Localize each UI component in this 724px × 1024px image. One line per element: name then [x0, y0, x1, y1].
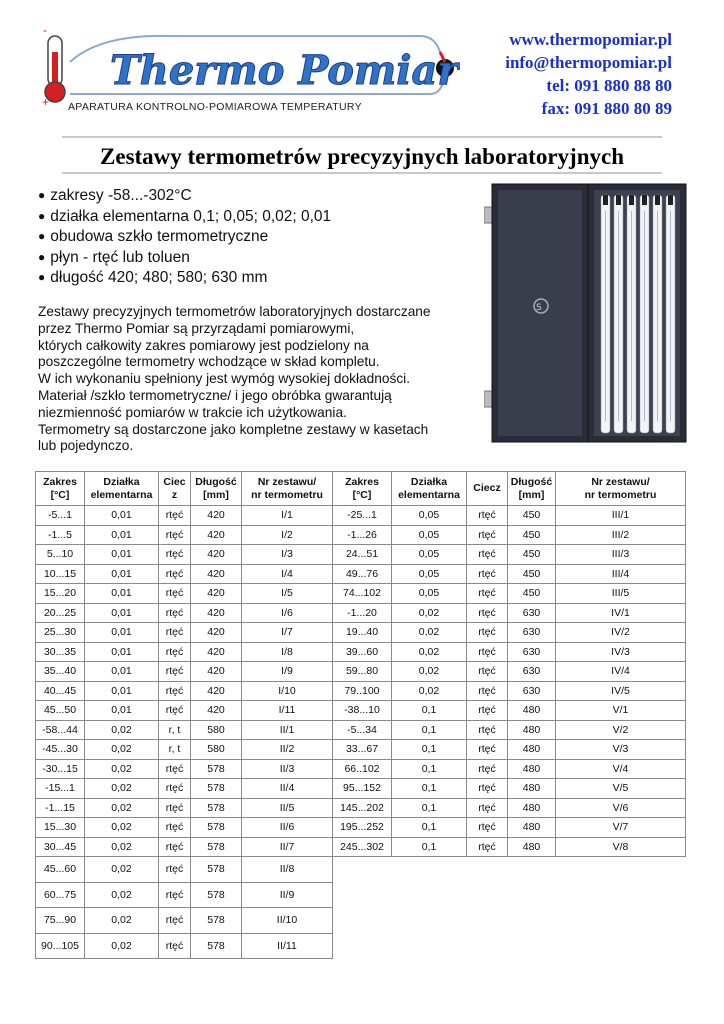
cell-range: 66..102 — [333, 759, 392, 779]
cell-set-number: II/9 — [242, 882, 333, 908]
svg-text:+: + — [42, 95, 50, 109]
cell-set-number: V/1 — [556, 701, 686, 721]
cell-length: 630 — [508, 662, 556, 682]
cell-set-number: I/10 — [242, 681, 333, 701]
cell-liquid: rtęć — [159, 506, 191, 526]
cell-length: 578 — [191, 798, 242, 818]
cell-set-number: IV/4 — [556, 662, 686, 682]
table-row — [36, 740, 686, 760]
cell-set-number: II/8 — [242, 857, 333, 883]
cell-length: 578 — [191, 857, 242, 883]
cell-liquid: rtęć — [467, 525, 508, 545]
header-liquid: Ciec z — [159, 472, 191, 506]
cell-division: 0,02 — [85, 720, 159, 740]
cell-set-number: I/4 — [242, 564, 333, 584]
cell-set-number: V/8 — [556, 837, 686, 857]
website-link[interactable]: www.thermopomiar.pl — [509, 30, 672, 49]
cell-liquid: rtęć — [467, 564, 508, 584]
cell-length: 578 — [191, 779, 242, 799]
cell-set-number: V/5 — [556, 779, 686, 799]
cell-liquid: rtęć — [467, 798, 508, 818]
header-division: Działka elementarna — [392, 472, 467, 506]
cell-range: 49...76 — [333, 564, 392, 584]
cell-set-number: I/11 — [242, 701, 333, 721]
header-set-number: Nr zestawu/ nr termometru — [242, 472, 333, 506]
cell-liquid: rtęć — [159, 882, 191, 908]
cell-length: 450 — [508, 506, 556, 526]
cell-liquid: rtęć — [467, 740, 508, 760]
cell-length: 420 — [191, 525, 242, 545]
cell-range: -15...1 — [36, 779, 85, 799]
cell-range: 25...30 — [36, 623, 85, 643]
cell-liquid: rtęć — [467, 506, 508, 526]
table-row — [36, 779, 686, 799]
cell-set-number: II/6 — [242, 818, 333, 838]
cell-set-number: III/2 — [556, 525, 686, 545]
cell-liquid: r, t — [159, 740, 191, 760]
description-line: W ich wykonaniu spełniony jest wymóg wysokiej dokładności. — [38, 371, 411, 387]
cell-liquid: rtęć — [159, 908, 191, 934]
description-line: Zestawy precyzyjnych termometrów laboratoryjnych dostarczane — [38, 304, 431, 319]
cell-set-number: III/5 — [556, 584, 686, 604]
cell-range: -58...44 — [36, 720, 85, 740]
empty-cell — [333, 882, 686, 908]
table-row — [36, 701, 686, 721]
cell-set-number: I/5 — [242, 584, 333, 604]
cell-division: 0,01 — [85, 545, 159, 565]
cell-range: 145...202 — [333, 798, 392, 818]
cell-set-number: III/3 — [556, 545, 686, 565]
description-line: których całkowity zakres pomiarowy jest podzielony na — [38, 337, 369, 353]
thermometer-sets-table — [35, 471, 686, 959]
cell-division: 0,01 — [85, 642, 159, 662]
cell-division: 0,02 — [85, 882, 159, 908]
divider-top — [62, 136, 662, 138]
cell-division: 0,01 — [85, 623, 159, 643]
header-length: Długość [mm] — [508, 472, 556, 506]
description-line: niezmienność pomiarów w trakcie ich użytkowania. — [38, 404, 347, 420]
cell-division: 0,01 — [85, 701, 159, 721]
cell-liquid: rtęć — [159, 564, 191, 584]
cell-length: 450 — [508, 545, 556, 565]
feature-item: ● płyn - rtęć lub toluen — [38, 248, 331, 269]
cell-range: 74...102 — [333, 584, 392, 604]
cell-length: 578 — [191, 908, 242, 934]
cell-length: 578 — [191, 837, 242, 857]
cell-range: -5...1 — [36, 506, 85, 526]
cell-length: 450 — [508, 584, 556, 604]
table-row — [36, 818, 686, 838]
cell-liquid: rtęć — [159, 837, 191, 857]
cell-range: -1...26 — [333, 525, 392, 545]
cell-set-number: II/1 — [242, 720, 333, 740]
cell-range: 59...80 — [333, 662, 392, 682]
cell-length: 420 — [191, 701, 242, 721]
cell-liquid: rtęć — [467, 681, 508, 701]
table-row — [36, 545, 686, 565]
cell-range: -5...34 — [333, 720, 392, 740]
cell-length: 578 — [191, 759, 242, 779]
table-row — [36, 720, 686, 740]
cell-division: 0,02 — [85, 857, 159, 883]
cell-division: 0,02 — [85, 818, 159, 838]
cell-length: 630 — [508, 623, 556, 643]
cell-liquid: rtęć — [159, 759, 191, 779]
cell-range: 60...75 — [36, 882, 85, 908]
cell-division: 0,05 — [392, 525, 467, 545]
cell-range: 24...51 — [333, 545, 392, 565]
cell-division: 0,01 — [85, 603, 159, 623]
cell-set-number: II/2 — [242, 740, 333, 760]
cell-length: 480 — [508, 720, 556, 740]
cell-set-number: V/4 — [556, 759, 686, 779]
cell-division: 0,02 — [85, 779, 159, 799]
cell-set-number: II/11 — [242, 933, 333, 959]
empty-cell — [333, 908, 686, 934]
header-range: Zakres [°C] — [333, 472, 392, 506]
cell-range: 45...50 — [36, 701, 85, 721]
cell-division: 0,02 — [392, 623, 467, 643]
cell-length: 420 — [191, 564, 242, 584]
cell-set-number: IV/3 — [556, 642, 686, 662]
header-length: Długość [mm] — [191, 472, 242, 506]
cell-liquid: rtęć — [159, 545, 191, 565]
cell-set-number: V/6 — [556, 798, 686, 818]
cell-range: -30...15 — [36, 759, 85, 779]
cell-set-number: I/6 — [242, 603, 333, 623]
divider-under-title — [62, 172, 662, 174]
cell-set-number: V/7 — [556, 818, 686, 838]
cell-range: 39...60 — [333, 642, 392, 662]
cell-set-number: II/4 — [242, 779, 333, 799]
cell-length: 420 — [191, 642, 242, 662]
cell-set-number: II/3 — [242, 759, 333, 779]
cell-division: 0,02 — [85, 908, 159, 934]
cell-length: 480 — [508, 818, 556, 838]
cell-range: 15...20 — [36, 584, 85, 604]
cell-division: 0,02 — [85, 837, 159, 857]
cell-division: 0,1 — [392, 740, 467, 760]
cell-length: 578 — [191, 882, 242, 908]
cell-range: -1...20 — [333, 603, 392, 623]
cell-set-number: IV/5 — [556, 681, 686, 701]
cell-liquid: rtęć — [159, 701, 191, 721]
cell-set-number: I/7 — [242, 623, 333, 643]
cell-range: 10...15 — [36, 564, 85, 584]
cell-length: 420 — [191, 545, 242, 565]
cell-division: 0,01 — [85, 584, 159, 604]
cell-set-number: I/1 — [242, 506, 333, 526]
cell-length: 630 — [508, 681, 556, 701]
cell-division: 0,01 — [85, 564, 159, 584]
cell-division: 0,1 — [392, 837, 467, 857]
table-row — [36, 584, 686, 604]
cell-liquid: rtęć — [467, 759, 508, 779]
cell-range: 245...302 — [333, 837, 392, 857]
cell-length: 420 — [191, 584, 242, 604]
cell-set-number: II/10 — [242, 908, 333, 934]
cell-length: 630 — [508, 642, 556, 662]
cell-range: -1...15 — [36, 798, 85, 818]
cell-division: 0,02 — [85, 933, 159, 959]
table-row — [36, 837, 686, 857]
cell-range: 30...35 — [36, 642, 85, 662]
cell-division: 0,01 — [85, 662, 159, 682]
cell-set-number: I/9 — [242, 662, 333, 682]
table-row — [36, 642, 686, 662]
table-row — [36, 564, 686, 584]
cell-length: 580 — [191, 740, 242, 760]
table-row — [36, 506, 686, 526]
cell-liquid: rtęć — [159, 584, 191, 604]
cell-division: 0,02 — [392, 642, 467, 662]
cell-range: 30...45 — [36, 837, 85, 857]
cell-range: 75...90 — [36, 908, 85, 934]
cell-range: -45...30 — [36, 740, 85, 760]
cell-liquid: rtęć — [467, 662, 508, 682]
cell-length: 420 — [191, 506, 242, 526]
cell-length: 450 — [508, 525, 556, 545]
table-row — [36, 908, 686, 934]
cell-length: 420 — [191, 603, 242, 623]
table-row — [36, 662, 686, 682]
cell-range: 20...25 — [36, 603, 85, 623]
feature-item: ● działka elementarna 0,1; 0,05; 0,02; 0,01 — [38, 207, 331, 228]
empty-cell — [333, 933, 686, 959]
cell-liquid: rtęć — [159, 681, 191, 701]
cell-division: 0,02 — [392, 662, 467, 682]
cell-liquid: rtęć — [467, 584, 508, 604]
cell-length: 480 — [508, 837, 556, 857]
description-line: poszczególne termometry wchodzące w skład kompletu. — [38, 354, 380, 370]
cell-division: 0,02 — [392, 681, 467, 701]
cell-range: -25...1 — [333, 506, 392, 526]
cell-division: 0,05 — [392, 545, 467, 565]
cell-liquid: rtęć — [159, 623, 191, 643]
cell-length: 480 — [508, 759, 556, 779]
cell-liquid: rtęć — [467, 837, 508, 857]
description-line: lub pojedynczo. — [38, 438, 134, 454]
cell-liquid: rtęć — [467, 642, 508, 662]
header-division: Działka elementarna — [85, 472, 159, 506]
cell-liquid: rtęć — [159, 642, 191, 662]
cell-division: 0,05 — [392, 564, 467, 584]
cell-set-number: I/8 — [242, 642, 333, 662]
header-liquid: Ciecz — [467, 472, 508, 506]
cell-length: 578 — [191, 933, 242, 959]
cell-set-number: V/3 — [556, 740, 686, 760]
cell-liquid: rtęć — [467, 623, 508, 643]
cell-liquid: r, t — [159, 720, 191, 740]
cell-division: 0,1 — [392, 779, 467, 799]
cell-division: 0,01 — [85, 681, 159, 701]
table-header-row — [36, 472, 686, 506]
cell-liquid: rtęć — [159, 662, 191, 682]
cell-set-number: III/4 — [556, 564, 686, 584]
table-row — [36, 681, 686, 701]
cell-liquid: rtęć — [159, 857, 191, 883]
thermometer-icon — [42, 23, 65, 109]
empty-cell — [333, 857, 686, 883]
cell-range: 40...45 — [36, 681, 85, 701]
cell-division: 0,02 — [85, 759, 159, 779]
table-row — [36, 933, 686, 959]
cell-range: 95...152 — [333, 779, 392, 799]
thermometer-case-image — [484, 181, 690, 446]
header-set-number: Nr zestawu/ nr termometru — [556, 472, 686, 506]
cell-liquid: rtęć — [159, 779, 191, 799]
cell-length: 480 — [508, 701, 556, 721]
cell-length: 420 — [191, 681, 242, 701]
cell-range: 5...10 — [36, 545, 85, 565]
cell-division: 0,05 — [392, 506, 467, 526]
cell-division: 0,1 — [392, 720, 467, 740]
cell-set-number: I/2 — [242, 525, 333, 545]
contact-block — [505, 28, 672, 120]
cell-liquid: rtęć — [467, 603, 508, 623]
description-line: przez Thermo Pomiar są przyrządami pomiarowymi, — [38, 320, 355, 336]
cell-set-number: IV/1 — [556, 603, 686, 623]
cell-division: 0,1 — [392, 798, 467, 818]
feature-item: ● zakresy -58...-302°C — [38, 186, 331, 207]
cell-division: 0,02 — [392, 603, 467, 623]
cell-length: 450 — [508, 564, 556, 584]
page-title: Zestawy termometrów precyzyjnych laboratoryjnych — [100, 144, 624, 169]
cell-division: 0,02 — [85, 798, 159, 818]
cell-length: 420 — [191, 623, 242, 643]
logo-title: Thermo Pomiar — [110, 47, 459, 94]
cell-division: 0,01 — [85, 506, 159, 526]
feature-item: ● długość 420; 480; 580; 630 mm — [38, 268, 331, 289]
table-row — [36, 857, 686, 883]
email-link[interactable]: info@thermopomiar.pl — [505, 53, 672, 72]
cell-set-number: IV/2 — [556, 623, 686, 643]
table-row — [36, 759, 686, 779]
cell-liquid: rtęć — [467, 779, 508, 799]
cell-range: 19...40 — [333, 623, 392, 643]
cell-division: 0,01 — [85, 525, 159, 545]
cell-liquid: rtęć — [467, 545, 508, 565]
cell-liquid: rtęć — [467, 720, 508, 740]
svg-text:-: - — [43, 23, 47, 37]
header-range: Zakres [°C] — [36, 472, 85, 506]
feature-item: ● obudowa szkło termometryczne — [38, 227, 331, 248]
fax-number: fax: 091 880 80 89 — [541, 99, 672, 118]
cell-liquid: rtęć — [159, 798, 191, 818]
cell-length: 420 — [191, 662, 242, 682]
table-row — [36, 623, 686, 643]
cell-division: 0,02 — [85, 740, 159, 760]
feature-list — [38, 186, 331, 289]
cell-length: 480 — [508, 779, 556, 799]
cell-division: 0,1 — [392, 759, 467, 779]
cell-length: 480 — [508, 740, 556, 760]
cell-set-number: II/7 — [242, 837, 333, 857]
cell-division: 0,1 — [392, 701, 467, 721]
description-line: Materiał /szkło termometryczne/ i jego obróbka gwarantują — [38, 387, 392, 403]
table-row — [36, 525, 686, 545]
cell-set-number: V/2 — [556, 720, 686, 740]
table-row — [36, 603, 686, 623]
cell-length: 578 — [191, 818, 242, 838]
cell-liquid: rtęć — [159, 933, 191, 959]
cell-liquid: rtęć — [159, 818, 191, 838]
cell-range: 45...60 — [36, 857, 85, 883]
cell-liquid: rtęć — [467, 818, 508, 838]
cell-length: 630 — [508, 603, 556, 623]
cell-liquid: rtęć — [159, 603, 191, 623]
cell-range: -1...5 — [36, 525, 85, 545]
table-row — [36, 798, 686, 818]
cell-range: 79..100 — [333, 681, 392, 701]
cell-range: 15...30 — [36, 818, 85, 838]
cell-range: 35...40 — [36, 662, 85, 682]
cell-length: 480 — [508, 798, 556, 818]
cell-division: 0,05 — [392, 584, 467, 604]
description-line: Termometry są dostarczone jako kompletne zestawy w kasetach — [38, 421, 429, 437]
cell-range: -38...10 — [333, 701, 392, 721]
cell-range: 33...67 — [333, 740, 392, 760]
svg-text:S: S — [536, 303, 542, 313]
thermo-pomiar-logo — [40, 22, 460, 117]
cell-set-number: II/5 — [242, 798, 333, 818]
cell-liquid: rtęć — [159, 525, 191, 545]
table-row — [36, 882, 686, 908]
cell-range: 195...252 — [333, 818, 392, 838]
logo-subtitle: APARATURA KONTROLNO-POMIAROWA TEMPERATURY — [68, 101, 362, 113]
cell-range: 90...105 — [36, 933, 85, 959]
phone-number: tel: 091 880 88 80 — [546, 76, 672, 95]
cell-set-number: III/1 — [556, 506, 686, 526]
cell-liquid: rtęć — [467, 701, 508, 721]
cell-length: 580 — [191, 720, 242, 740]
cell-division: 0,1 — [392, 818, 467, 838]
description — [38, 304, 468, 455]
cell-set-number: I/3 — [242, 545, 333, 565]
